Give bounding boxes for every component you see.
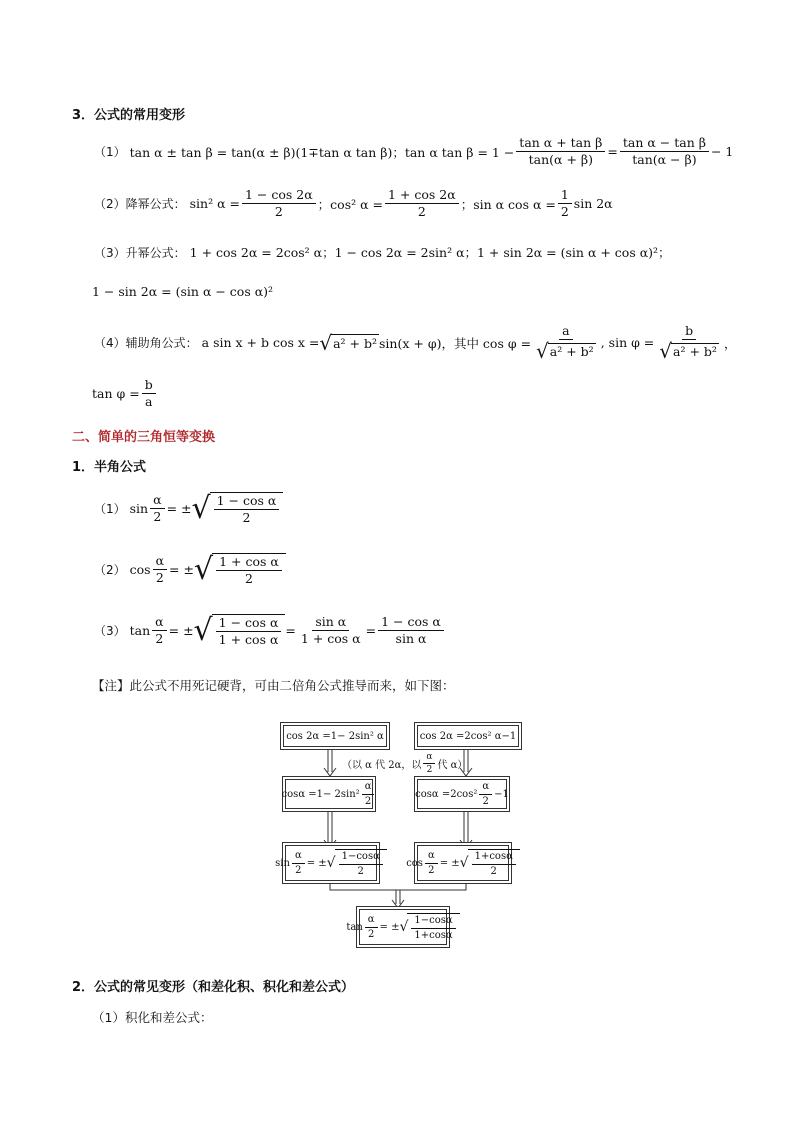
fraction: $\frac{\alpha}{2}$ (362, 781, 375, 807)
text: sin (275, 857, 290, 869)
formula-line-1 (94, 136, 733, 168)
fraction: $\frac{\alpha}{2}$ (152, 615, 166, 647)
text: = ± (166, 501, 192, 517)
text: = ± (439, 857, 460, 869)
half-angle-tan (94, 614, 446, 648)
sqrt: √ $\frac{\text{1 + cos α}}{2}$ (194, 553, 286, 587)
subsection-title-sum-product: 2．公式的常见变形（和差化积、积化和差公式） (72, 980, 355, 995)
text: = (365, 623, 377, 639)
sqrt: √ $\frac{1-\cos\alpha}{2}$ (327, 849, 387, 877)
text: = ± (379, 921, 400, 933)
text: = ± (169, 562, 194, 578)
text: tan (346, 921, 363, 933)
text: ；cos² α = (317, 196, 383, 212)
box-sin-half (275, 842, 380, 884)
derivation-diagram (275, 718, 520, 950)
text: , sin φ = (600, 335, 655, 351)
text: （以 α 代 2α，以 (342, 760, 422, 772)
text: cos (129, 562, 151, 578)
text: cos (406, 857, 423, 869)
label: （1） (94, 502, 126, 517)
box-content (406, 845, 513, 881)
label: （2）降幂公式： (94, 197, 186, 212)
sqrt: √ a² + b² (319, 330, 378, 355)
box-cos-half (406, 842, 513, 884)
text: 1 + cos 2α = 2cos² α；1 − cos 2α = 2sin² α；1 + sin 2α = (sin α + cos α)²； (189, 245, 671, 260)
formula-line-4 (94, 324, 736, 362)
fraction: $\frac{\alpha}{2}$ (423, 752, 435, 776)
fraction: $\frac{\text{1 − cos α}}{\text{sin α}}$ (378, 615, 444, 647)
sqrt: √ $\frac{\text{1 − cos α}}{\text{1 + cos α}}$ (194, 614, 286, 648)
sqrt: √ $\frac{\text{1 − cos α}}{2}$ (191, 492, 283, 526)
formula-line-3 (94, 243, 671, 261)
text: 代 α） (437, 760, 468, 772)
text: cosα =2cos² (415, 788, 478, 800)
text: ；sin α cos α = (460, 196, 556, 212)
formula-line-3b: 1 − sin 2α = (sin α − cos α)² (92, 284, 274, 299)
label: （3） (94, 624, 126, 639)
text: ， (723, 335, 737, 351)
half-angle-sin (94, 492, 283, 526)
text: tan (129, 623, 151, 639)
half-angle-cos (94, 553, 286, 587)
label: （1） (94, 145, 126, 160)
fraction: b √ a² + b² (659, 323, 717, 364)
fraction: a √ a² + b² (536, 323, 594, 364)
text: tan α ± tan β = tan(α ± β)(1∓tan α tan β)；tan α tan β = 1 − (129, 144, 515, 160)
fraction: $\frac{\alpha}{2}$ (150, 493, 164, 525)
label: （2） (94, 563, 126, 578)
fraction: $\frac{\text{tan α − tan β}}{\tan(\alpha - \beta)}$ (620, 136, 709, 168)
section-title-red: 二、简单的三角恒等变换 (72, 430, 216, 445)
text: = (285, 623, 296, 639)
fraction: $\frac{\text{tan α + tan β}}{\tan(\alpha + \beta)}$ (516, 136, 605, 168)
fraction: $\frac{\alpha}{2}$ (365, 914, 378, 940)
text: sin² α = (189, 196, 240, 212)
fraction: $\frac{\alpha}{2}$ (425, 850, 438, 876)
subsection-title-half-angle: 1．半角公式 (72, 460, 147, 475)
box-content (275, 845, 380, 881)
fraction: $\frac{b}{a}$ (142, 378, 156, 410)
text: cosα =1− 2sin² (281, 788, 360, 800)
formula-line-2 (94, 188, 613, 220)
section-title-3: 3．公式的常用变形 (72, 108, 186, 123)
box-content (346, 909, 453, 945)
fraction: $\frac{1}{2}$ (558, 188, 572, 220)
box-tan-half (346, 906, 453, 948)
sqrt: √ $\frac{1+\cos\alpha}{2}$ (460, 849, 520, 877)
text: −1 (494, 788, 509, 800)
product-to-sum-label: （1）积化和差公式： (92, 1010, 213, 1025)
text: a sin x + b cos x = (201, 335, 320, 351)
formula-line-4b (92, 378, 158, 410)
box-cos2a-cos (414, 722, 522, 750)
label: （3）升幂公式： (94, 245, 186, 260)
fraction: $\frac{\alpha}{2}$ (479, 781, 492, 807)
substitution-note (342, 752, 467, 776)
box-cos2a-sin (280, 722, 390, 750)
text: = (607, 144, 618, 160)
note-text: 【注】此公式不用死记硬背，可由二倍角公式推导而来，如下图： (92, 678, 455, 693)
fraction: $\frac{\alpha}{2}$ (292, 850, 305, 876)
box-content (281, 779, 373, 809)
fraction: $\frac{\alpha}{2}$ (153, 554, 167, 586)
label: （4）辅助角公式： (94, 336, 198, 351)
text: = ± (306, 857, 327, 869)
fraction: $\frac{\text{sin α}}{\text{1 + cos α}}$ (300, 614, 361, 647)
text: sin (129, 501, 149, 517)
box-text: cos 2α =2cos² α−1 (417, 725, 519, 747)
fraction: $\frac{1 - \cos 2\alpha}{2}$ (242, 188, 316, 220)
text: sin 2α (573, 196, 613, 212)
box-cosa-cos (414, 776, 510, 812)
text: sin(x + φ)，其中 cos φ = (379, 335, 532, 351)
text: tan φ = (92, 386, 140, 402)
box-text: cos 2α =1− 2sin² α (283, 725, 387, 747)
box-cosa-sin (282, 776, 376, 812)
text: − 1 (710, 144, 734, 160)
text: = ± (168, 623, 194, 639)
sqrt: √ $\frac{1-\cos\alpha}{1+\cos\alpha}$ (399, 913, 459, 941)
box-content (417, 779, 507, 809)
fraction: $\frac{1 + \cos 2\alpha}{2}$ (385, 188, 459, 220)
